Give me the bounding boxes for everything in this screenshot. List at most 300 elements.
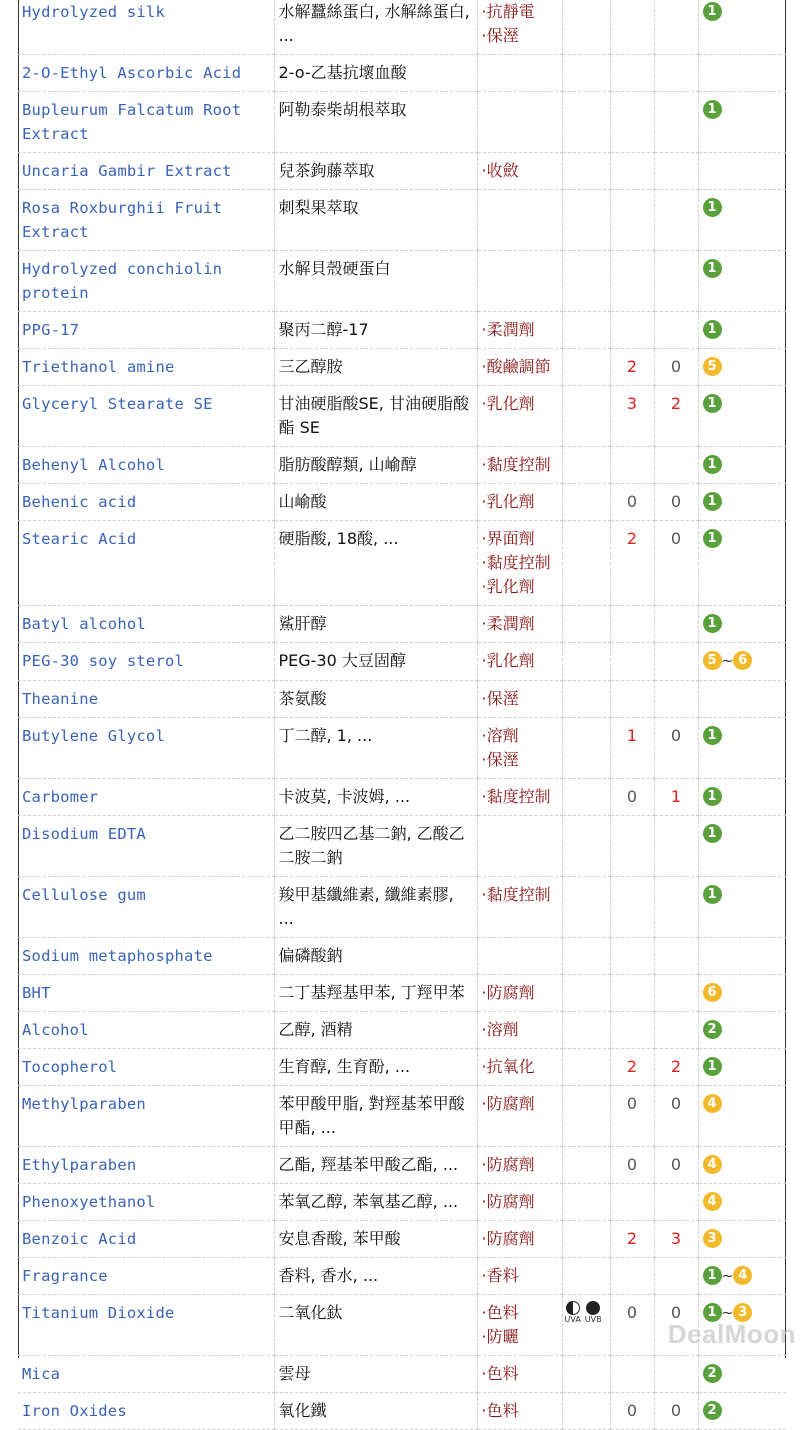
range-separator: ~ [721, 1305, 734, 1322]
function-tag: · 乳化劑 [482, 649, 558, 673]
irritation-score [610, 190, 654, 251]
table-row [18, 1011, 786, 1048]
function-cell [477, 1183, 562, 1220]
safety-rating-cell [698, 815, 786, 876]
uv-cell [562, 55, 610, 92]
safety-rating-cell [698, 190, 786, 251]
irritation-score [610, 974, 654, 1011]
uv-cell [562, 1356, 610, 1393]
function-cell [477, 1011, 562, 1048]
safety-score-badge: 1 [703, 320, 722, 339]
function-tag: · 抗氧化 [482, 1055, 558, 1079]
ingredient-name-link[interactable]: Hydrolyzed silk [18, 0, 274, 55]
safety-score-badge: 3 [703, 1229, 722, 1248]
chinese-name: 丁二醇, 1, ... [274, 717, 477, 778]
function-tag: · 界面劑 [482, 527, 558, 551]
uv-cell [562, 937, 610, 974]
irritation-score: 0 [610, 778, 654, 815]
safety-score-badge: 6 [733, 651, 752, 670]
ingredient-name-link[interactable]: Cellulose gum [18, 876, 274, 937]
chinese-name: 卡波莫, 卡波姆, ... [274, 778, 477, 815]
chinese-name: 山崳酸 [274, 484, 477, 521]
safety-rating-cell [698, 1146, 786, 1183]
chinese-name: 生育醇, 生育酚, ... [274, 1048, 477, 1085]
function-cell [477, 92, 562, 153]
safety-rating-cell [698, 1393, 786, 1430]
function-tag: · 柔潤劑 [482, 318, 558, 342]
function-cell [477, 386, 562, 447]
irritation-score [610, 815, 654, 876]
table-row [18, 717, 786, 778]
function-tag: · 黏度控制 [482, 551, 558, 575]
function-tag: · 保溼 [482, 24, 558, 48]
function-tag: · 乳化劑 [482, 490, 558, 514]
safety-rating-cell [698, 1257, 786, 1295]
safety-score-badge: 1 [703, 492, 722, 511]
chinese-name: 2-o-乙基抗壞血酸 [274, 55, 477, 92]
chinese-name: 三乙醇胺 [274, 349, 477, 386]
ingredient-name-link[interactable]: Disodium EDTA [18, 815, 274, 876]
table-row [18, 1356, 786, 1393]
function-cell [477, 1295, 562, 1356]
safety-score-badge: 4 [733, 1266, 752, 1285]
uv-cell [562, 251, 610, 312]
safety-score-badge: 5 [703, 357, 722, 376]
acne-score [654, 153, 698, 190]
ingredient-name-link[interactable]: Triethanol amine [18, 349, 274, 386]
function-tag: · 防曬 [482, 1325, 558, 1349]
function-tag: · 酸鹼調節 [482, 355, 558, 379]
acne-score: 2 [654, 386, 698, 447]
safety-rating-cell [698, 974, 786, 1011]
safety-rating-cell [698, 1085, 786, 1146]
irritation-score [610, 937, 654, 974]
safety-score-badge: 1 [703, 1303, 722, 1322]
function-tag: · 乳化劑 [482, 575, 558, 599]
uv-cell [562, 1011, 610, 1048]
chinese-name: 硬脂酸, 18酸, ... [274, 521, 477, 606]
acne-score: 0 [654, 1146, 698, 1183]
function-tag: · 防腐劑 [482, 981, 558, 1005]
safety-score-badge: 1 [703, 726, 722, 745]
safety-rating-cell [698, 349, 786, 386]
safety-score-badge: 4 [703, 1155, 722, 1174]
acne-score [654, 251, 698, 312]
irritation-score [610, 1356, 654, 1393]
uv-cell [562, 717, 610, 778]
irritation-score: 0 [610, 1393, 654, 1430]
table-row [18, 153, 786, 190]
uva-icon-dot [566, 1301, 580, 1315]
acne-score [654, 815, 698, 876]
safety-score-badge: 1 [703, 824, 722, 843]
function-tag: · 色料 [482, 1362, 558, 1386]
safety-score-badge: 4 [703, 1192, 722, 1211]
safety-score-badge: 1 [703, 885, 722, 904]
function-tag: · 黏度控制 [482, 453, 558, 477]
function-cell [477, 1393, 562, 1430]
acne-score [654, 92, 698, 153]
irritation-score [610, 55, 654, 92]
table-row [18, 643, 786, 681]
safety-rating-cell [698, 312, 786, 349]
function-cell [477, 153, 562, 190]
chinese-name: 阿勒泰柴胡根萃取 [274, 92, 477, 153]
chinese-name: 偏磷酸鈉 [274, 937, 477, 974]
function-cell [477, 1220, 562, 1257]
chinese-name: 氧化鐵 [274, 1393, 477, 1430]
safety-rating-cell [698, 1220, 786, 1257]
uv-cell [562, 1393, 610, 1430]
function-cell [477, 1146, 562, 1183]
ingredient-name-link[interactable]: Phenoxyethanol [18, 1183, 274, 1220]
ingredient-name-link[interactable]: BHT [18, 974, 274, 1011]
safety-rating-cell [698, 1048, 786, 1085]
uv-cell [562, 190, 610, 251]
acne-score [654, 55, 698, 92]
acne-score: 0 [654, 349, 698, 386]
safety-rating-cell [698, 55, 786, 92]
ingredient-name-link[interactable]: Hydrolyzed conchiolin protein [18, 251, 274, 312]
function-tag: · 防腐劑 [482, 1153, 558, 1177]
uv-cell [562, 312, 610, 349]
safety-rating-cell [698, 937, 786, 974]
uv-cell [562, 447, 610, 484]
function-cell [477, 643, 562, 681]
function-tag: · 防腐劑 [482, 1227, 558, 1251]
uva-icon-label: UVA [564, 1315, 581, 1324]
uv-cell [562, 484, 610, 521]
acne-score [654, 1257, 698, 1295]
function-cell [477, 190, 562, 251]
acne-score: 0 [654, 1085, 698, 1146]
safety-score-badge: 1 [703, 529, 722, 548]
ingredient-name-link[interactable]: Behenyl Alcohol [18, 447, 274, 484]
ingredient-name-link[interactable]: Titanium Dioxide [18, 1295, 274, 1356]
uv-cell [562, 1220, 610, 1257]
uvb-icon-label: UVB [584, 1315, 602, 1324]
table-row [18, 1220, 786, 1257]
acne-score [654, 312, 698, 349]
safety-score-badge: 1 [703, 614, 722, 633]
range-separator: ~ [721, 653, 734, 670]
function-cell [477, 55, 562, 92]
chinese-name: 乙二胺四乙基二鈉, 乙酸乙二胺二鈉 [274, 815, 477, 876]
function-tag: · 香料 [482, 1264, 558, 1288]
chinese-name: 羧甲基纖維素, 纖維素膠, ... [274, 876, 477, 937]
table-row [18, 606, 786, 643]
acne-score: 0 [654, 717, 698, 778]
irritation-score [610, 876, 654, 937]
table-row [18, 1146, 786, 1183]
chinese-name: 安息香酸, 苯甲酸 [274, 1220, 477, 1257]
function-cell [477, 1085, 562, 1146]
irritation-score: 2 [610, 349, 654, 386]
safety-score-badge: 1 [703, 100, 722, 119]
function-cell [477, 447, 562, 484]
acne-score [654, 190, 698, 251]
ingredient-name-link[interactable]: Rosa Roxburghii Fruit Extract [18, 190, 274, 251]
uvb-icon-dot [586, 1301, 600, 1315]
chinese-name: 茶氨酸 [274, 680, 477, 717]
table-row [18, 92, 786, 153]
acne-score [654, 0, 698, 55]
function-cell [477, 815, 562, 876]
chinese-name: 聚丙二醇-17 [274, 312, 477, 349]
irritation-score [610, 643, 654, 681]
function-cell [477, 606, 562, 643]
acne-score [654, 876, 698, 937]
ingredient-name-link[interactable]: Alcohol [18, 1011, 274, 1048]
safety-rating-cell [698, 0, 786, 55]
uv-cell [562, 643, 610, 681]
uv-cell [562, 1048, 610, 1085]
chinese-name: 雲母 [274, 1356, 477, 1393]
table-row [18, 815, 786, 876]
chinese-name: 苯甲酸甲脂, 對羥基苯甲酸甲酯, ... [274, 1085, 477, 1146]
function-tag: · 黏度控制 [482, 785, 558, 809]
uv-cell [562, 778, 610, 815]
table-row [18, 1257, 786, 1295]
acne-score: 0 [654, 521, 698, 606]
safety-rating-cell [698, 1356, 786, 1393]
function-tag: · 黏度控制 [482, 883, 558, 907]
safety-rating-cell [698, 447, 786, 484]
ingredient-name-link[interactable]: Ethylparaben [18, 1146, 274, 1183]
irritation-score [610, 680, 654, 717]
irritation-score [610, 1183, 654, 1220]
function-cell [477, 778, 562, 815]
function-cell [477, 0, 562, 55]
chinese-name: 二丁基羥基甲苯, 丁羥甲苯 [274, 974, 477, 1011]
uv-cell [562, 521, 610, 606]
function-cell [477, 1048, 562, 1085]
uv-cell [562, 974, 610, 1011]
table-row [18, 521, 786, 606]
table-row [18, 680, 786, 717]
safety-rating-cell [698, 251, 786, 312]
uvb-icon [585, 1301, 602, 1325]
irritation-score [610, 251, 654, 312]
ingredient-name-link[interactable]: Batyl alcohol [18, 606, 274, 643]
safety-rating-cell [698, 778, 786, 815]
safety-score-badge: 3 [733, 1303, 752, 1322]
ingredient-name-link[interactable]: Iron Oxides [18, 1393, 274, 1430]
ingredient-name-link[interactable]: PEG-30 soy sterol [18, 643, 274, 681]
safety-score-badge: 4 [703, 1094, 722, 1113]
chinese-name: 苯氧乙醇, 苯氧基乙醇, ... [274, 1183, 477, 1220]
ingredient-name-link[interactable]: Carbomer [18, 778, 274, 815]
watermark: DealMoon [667, 1319, 796, 1349]
table-row [18, 190, 786, 251]
table-row [18, 312, 786, 349]
acne-score [654, 937, 698, 974]
safety-score-badge: 1 [703, 259, 722, 278]
irritation-score: 2 [610, 1220, 654, 1257]
acne-score [654, 1183, 698, 1220]
ingredient-name-link[interactable]: Tocopherol [18, 1048, 274, 1085]
safety-rating-cell [698, 521, 786, 606]
irritation-score: 2 [610, 1048, 654, 1085]
ingredient-name-link[interactable]: Benzoic Acid [18, 1220, 274, 1257]
ingredient-name-link[interactable]: Uncaria Gambir Extract [18, 153, 274, 190]
acne-score: 2 [654, 1048, 698, 1085]
function-tag: · 抗靜電 [482, 0, 558, 24]
uv-cell [562, 92, 610, 153]
table-row [18, 447, 786, 484]
function-tag: · 保溼 [482, 687, 558, 711]
acne-score: 0 [654, 1393, 698, 1430]
ingredient-name-link[interactable]: Theanine [18, 680, 274, 717]
chinese-name: 水解蠶絲蛋白, 水解絲蛋白, ... [274, 0, 477, 55]
uv-cell [562, 1146, 610, 1183]
safety-rating-cell [698, 643, 786, 681]
acne-score: 1 [654, 778, 698, 815]
acne-score: 0 [654, 1295, 698, 1356]
chinese-name: 水解貝殼硬蛋白 [274, 251, 477, 312]
acne-score [654, 680, 698, 717]
irritation-score: 1 [610, 717, 654, 778]
safety-rating-cell [698, 717, 786, 778]
irritation-score [610, 153, 654, 190]
function-tag: · 溶劑 [482, 1018, 558, 1042]
function-tag: · 色料 [482, 1399, 558, 1423]
irritation-score [610, 1011, 654, 1048]
ingredient-name-link[interactable]: Glyceryl Stearate SE [18, 386, 274, 447]
table-row [18, 251, 786, 312]
irritation-score [610, 447, 654, 484]
safety-score-badge: 2 [703, 1364, 722, 1383]
table-row [18, 1048, 786, 1085]
chinese-name: 甘油硬脂酸SE, 甘油硬脂酸酯 SE [274, 386, 477, 447]
ingredient-name-link[interactable]: Mica [18, 1356, 274, 1393]
ingredient-name-link[interactable]: Sodium metaphosphate [18, 937, 274, 974]
safety-rating-cell [698, 386, 786, 447]
chinese-name: 香料, 香水, ... [274, 1257, 477, 1295]
table-row [18, 1085, 786, 1146]
irritation-score: 0 [610, 1085, 654, 1146]
chinese-name: 脂肪酸醇類, 山崳醇 [274, 447, 477, 484]
acne-score [654, 1356, 698, 1393]
ingredient-name-link[interactable]: PPG-17 [18, 312, 274, 349]
uv-cell [562, 1085, 610, 1146]
function-cell [477, 312, 562, 349]
function-cell [477, 876, 562, 937]
table-row [18, 876, 786, 937]
safety-rating-cell [698, 484, 786, 521]
function-cell [477, 251, 562, 312]
acne-score [654, 643, 698, 681]
table-row [18, 349, 786, 386]
safety-rating-cell [698, 1011, 786, 1048]
chinese-name: PEG-30 大豆固醇 [274, 643, 477, 681]
acne-score [654, 606, 698, 643]
function-tag: · 色料 [482, 1301, 558, 1325]
ingredient-name-link[interactable]: Fragrance [18, 1257, 274, 1295]
safety-score-badge: 1 [703, 394, 722, 413]
uv-cell [562, 1295, 610, 1356]
function-tag: · 防腐劑 [482, 1190, 558, 1214]
table-row [18, 974, 786, 1011]
irritation-score: 0 [610, 484, 654, 521]
ingredient-name-link[interactable]: Stearic Acid [18, 521, 274, 606]
ingredient-name-link[interactable]: 2-O-Ethyl Ascorbic Acid [18, 55, 274, 92]
ingredient-name-link[interactable]: Bupleurum Falcatum Root Extract [18, 92, 274, 153]
safety-rating-cell [698, 92, 786, 153]
safety-score-badge: 6 [703, 983, 722, 1002]
function-cell [477, 937, 562, 974]
function-cell [477, 974, 562, 1011]
safety-rating-cell [698, 606, 786, 643]
uv-cell [562, 680, 610, 717]
chinese-name: 乙醇, 酒精 [274, 1011, 477, 1048]
irritation-score [610, 1257, 654, 1295]
safety-score-badge: 1 [703, 1266, 722, 1285]
chinese-name: 鯊肝醇 [274, 606, 477, 643]
safety-score-badge: 1 [703, 1057, 722, 1076]
ingredient-name-link[interactable]: Methylparaben [18, 1085, 274, 1146]
function-tag: · 柔潤劑 [482, 612, 558, 636]
safety-score-badge: 1 [703, 2, 722, 21]
chinese-name: 兒茶鉤藤萃取 [274, 153, 477, 190]
uv-cell [562, 0, 610, 55]
safety-score-badge: 5 [703, 651, 722, 670]
irritation-score [610, 312, 654, 349]
table-row [18, 937, 786, 974]
irritation-score: 2 [610, 521, 654, 606]
ingredient-table [18, 0, 786, 1430]
safety-rating-cell [698, 1183, 786, 1220]
ingredient-name-link[interactable]: Butylene Glycol [18, 717, 274, 778]
irritation-score [610, 0, 654, 55]
safety-rating-cell [698, 153, 786, 190]
safety-score-badge: 1 [703, 455, 722, 474]
function-cell [477, 680, 562, 717]
irritation-score: 0 [610, 1146, 654, 1183]
function-tag: · 收斂 [482, 159, 558, 183]
function-cell [477, 717, 562, 778]
uv-cell [562, 349, 610, 386]
safety-rating-cell [698, 876, 786, 937]
safety-score-badge: 1 [703, 198, 722, 217]
table-row [18, 55, 786, 92]
table-row [18, 0, 786, 55]
ingredient-name-link[interactable]: Behenic acid [18, 484, 274, 521]
chinese-name: 乙酯, 羥基苯甲酸乙酯, ... [274, 1146, 477, 1183]
ingredient-rows [18, 0, 786, 1430]
irritation-score: 3 [610, 386, 654, 447]
table-row [18, 778, 786, 815]
irritation-score: 0 [610, 1295, 654, 1356]
function-cell [477, 521, 562, 606]
uv-cell [562, 876, 610, 937]
safety-score-badge: 2 [703, 1020, 722, 1039]
uv-cell [562, 606, 610, 643]
range-separator: ~ [721, 1268, 734, 1284]
function-cell [477, 1257, 562, 1295]
acne-score: 3 [654, 1220, 698, 1257]
function-cell [477, 1356, 562, 1393]
acne-score [654, 974, 698, 1011]
irritation-score [610, 92, 654, 153]
safety-score-badge: 1 [703, 787, 722, 806]
irritation-score [610, 606, 654, 643]
function-cell [477, 349, 562, 386]
chinese-name: 二氧化鈦 [274, 1295, 477, 1356]
function-tag: · 溶劑 [482, 724, 558, 748]
table-row [18, 386, 786, 447]
table-row [18, 484, 786, 521]
